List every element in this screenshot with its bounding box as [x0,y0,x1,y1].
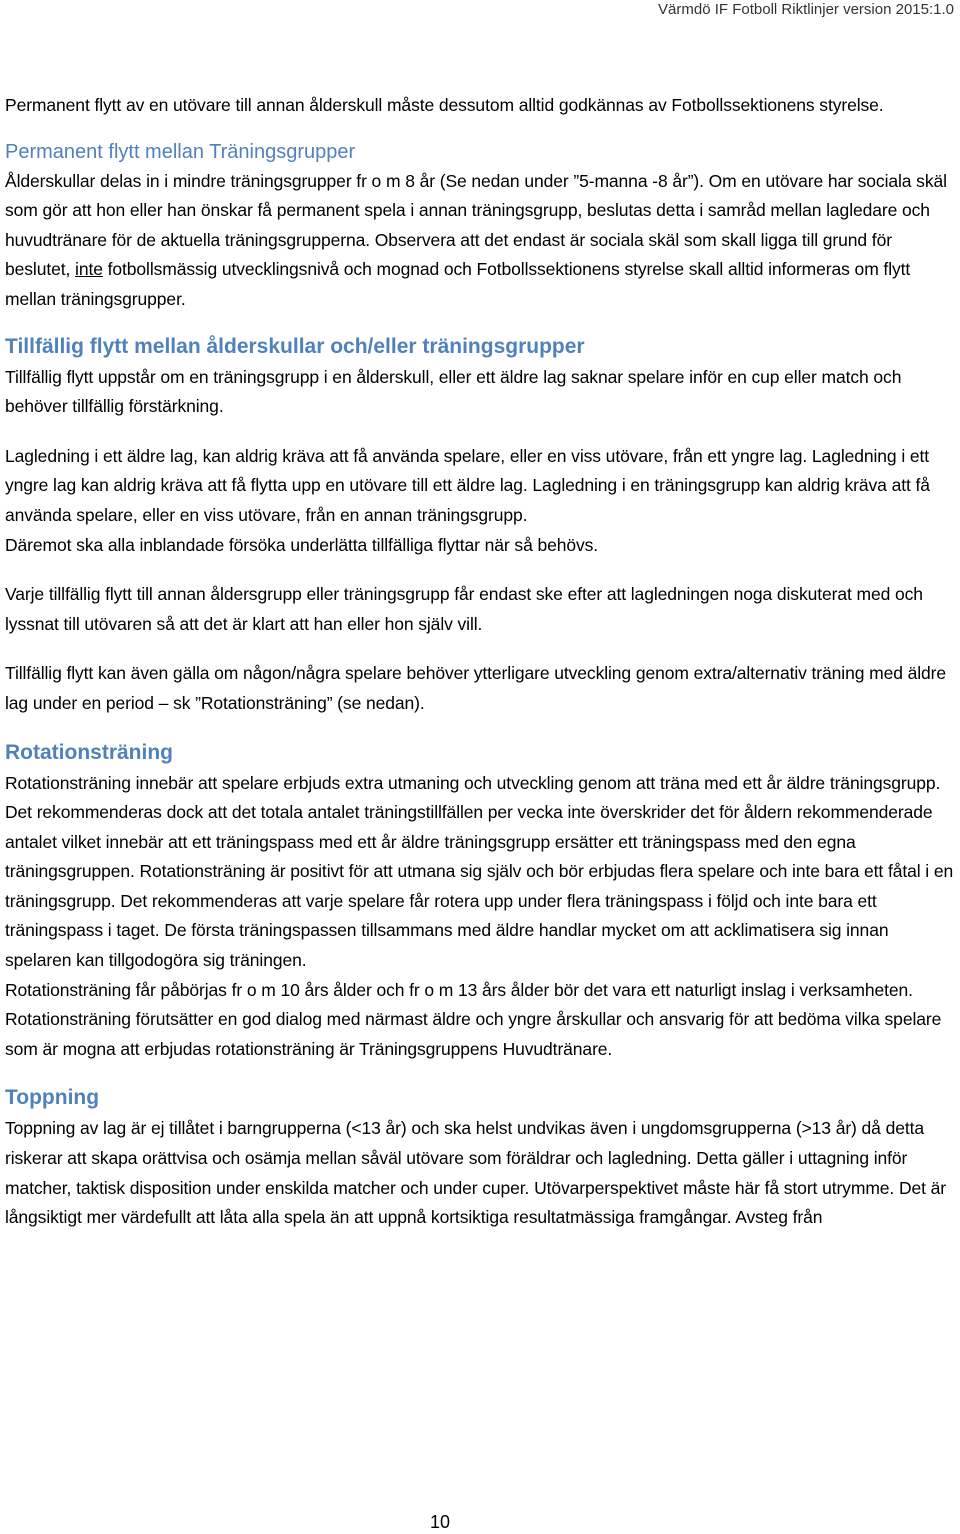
permanent-flytt-text-part2: fotbollsmässig utvecklingsnivå och mognad och Fotbollssektionens styrelse skall alltid informeras om flytt mellan träningsgrupper. [5,259,911,309]
spacer [5,560,955,580]
page-content [5,91,955,1233]
tillfallig-flytt-paragraph-5: Tillfällig flytt kan även gälla om någon/några spelare behöver ytterligare utveckling genom extra/alternativ träning med äldre lag under en period – sk ”Rotationsträning” (se nedan). [5,663,947,713]
permanent-flytt-paragraph [5,167,955,315]
tillfallig-flytt-paragraph-1: Tillfällig flytt uppstår om en träningsgrupp i en ålderskull, eller ett äldre lag saknar spelare inför en cup eller match och behöver tillfällig förstärkning. [5,366,902,417]
spacer [5,121,955,137]
tillfallig-flytt-paragraph-2: Lagledning i ett äldre lag, kan aldrig kräva att få använda spelare, eller en viss utövare, från ett yngre lag. Lagledning i ett yngre lag kan aldrig kräva att få flytta upp en utövare till ett äldre lag. Lagledning i en träningsgrupp kan aldrig kräva att få använda spelare, eller en viss utövare, från en annan träningsgrupp. [5,445,930,525]
section-heading-toppning: Toppning [5,1086,100,1110]
spacer [5,422,955,442]
tillfallig-flytt-paragraph-4: Varje tillfällig flytt till annan åldersgrupp eller träningsgrupp får endast ske efter att lagledningen noga diskuterat med och lyssnat till utövaren så att det är klart att han eller hon själv vill. [5,584,923,634]
spacer [5,639,955,659]
spacer [5,719,955,737]
intro-paragraph: Permanent flytt av en utövare till annan ålderskull måste dessutom alltid godkännas av Fotbollssektionens styrelse. [5,95,884,115]
page-number: 10 [429,1512,451,1532]
toppning-paragraph: Toppning av lag är ej tillåtet i barngrupperna (<13 år) och ska helst undvikas även i ungdomsgrupperna (>13 år) då detta riskerar att skapa orättvisa och osämja mellan såväl utövare som föräldrar och lagledning. Detta gäller i uttagning inför matcher, taktisk disposition under enskilda matcher och under cuper. Utövarperspektivet måste här få stort utrymme. Det är långsiktigt mer värdefullt att låta alla spela än att uppnå kortsiktiga resultatmässiga framgångar. Avsteg från [5,1118,947,1228]
spacer [5,315,955,331]
spacer [5,1064,955,1082]
section-heading-permanent-flytt: Permanent flytt mellan Träningsgrupper [5,140,356,163]
tillfallig-flytt-paragraph-3: Däremot ska alla inblandade försöka underlätta tillfälliga flyttar när så behövs. [5,534,599,555]
rotationstraning-paragraph-2: Rotationsträning får påbörjas fr o m 10 års ålder och fr o m 13 års ålder bör det vara ett naturligt inslag i verksamheten. Rotationsträning förutsätter en god dialog med närmast äldre och yngre årskullar och ansvarig för att bedöma vilka spelare som är mogna att erbjudas rotationsträning är Träningsgruppens Huvudtränare. [5,979,942,1059]
rotationstraning-paragraph-1: Rotationsträning innebär att spelare erbjuds extra utmaning och utveckling genom att träna med ett år äldre träningsgrupp. Det rekommenderas dock att det totala antalet träningstillfällen per vecka inte överskrider det för åldern rekommenderade antalet vilket innebär att ett träningspass med ett år äldre träningsgrupp ersätter ett träningspass med den egna träningsgruppen. Rotationsträning är positivt för att utmana sig själv och bör erbjudas flera spelare och inte bara ett fåtal i en träningsgrupp. Det rekommenderas att varje spelare får rotera upp under flera träningspass i följd och inte bara ett träningspass i taget. De första träningspassen tillsammans med äldre handlar mycket om att acklimatisera sig innan spelaren kan tillgodogöra sig träningen. [5,772,954,971]
section-heading-tillfallig-flytt: Tillfällig flytt mellan ålderskullar och/eller träningsgrupper [5,334,585,358]
section-heading-rotationstraning: Rotationsträning [5,740,173,764]
permanent-flytt-text-part1: Ålderskullar delas in i mindre träningsgrupper fr o m 8 år (Se nedan under ”5-manna -8 år”). Om en utövare har sociala skäl som gör att hon eller han önskar få permanent spela i annan träningsgrupp, beslutas detta i samråd mellan lagledare och huvudtränare för de aktuella träningsgrupperna. Observera att det endast är sociala skäl som skall ligga till grund för beslutet, [5,170,947,280]
running-header: Värmdö IF Fotboll Riktlinjer version 2015:1.0 [658,1,954,18]
permanent-flytt-underlined-word: inte [75,259,103,280]
